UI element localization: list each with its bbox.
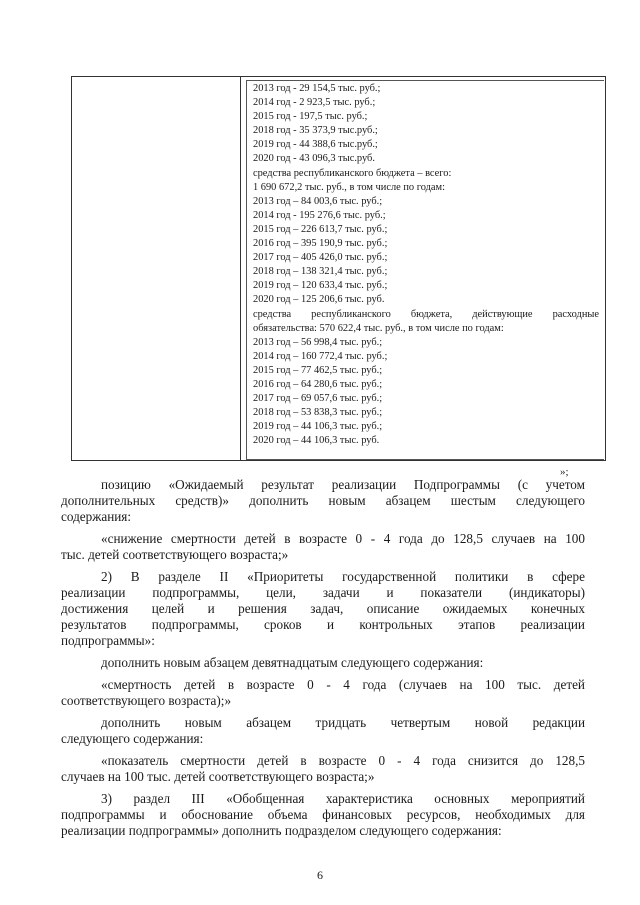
table-right-cell	[246, 80, 604, 460]
table-line: 2013 год - 29 154,5 тыс. руб.;	[253, 83, 381, 94]
paragraph	[61, 531, 585, 563]
paragraph	[61, 655, 585, 671]
paragraph	[61, 477, 585, 525]
table-line: 1 690 672,2 тыс. руб., в том числе по годам:	[253, 181, 445, 193]
body-text	[61, 477, 585, 845]
paragraph-line: дополнить новым абзацем девятнадцатым следующего содержания:	[101, 655, 484, 670]
paragraph	[61, 677, 585, 709]
paragraph	[61, 753, 585, 785]
table-line: 2018 год – 53 838,3 тыс. руб.;	[253, 407, 383, 419]
table-line: 2020 год - 43 096,3 тыс.руб.	[253, 153, 375, 165]
paragraph-line: дополнить новым абзацем тридцать четвертым новой редакции	[101, 715, 585, 730]
paragraph-line: 3) раздел III «Обобщенная характеристика основных мероприятий	[101, 791, 585, 806]
paragraph	[61, 715, 585, 747]
paragraph-line: 2) В разделе II «Приоритеты государственной политики в сфере	[101, 569, 585, 584]
paragraph-line: «снижение смертности детей в возрасте 0 - 4 года до 128,5 случаев на 100	[101, 531, 585, 546]
table-line: 2014 год - 2 923,5 тыс. руб.;	[253, 97, 376, 109]
paragraph-line: результатов подпрограммы, сроков и контрольных этапов реализации	[61, 617, 585, 632]
paragraph	[61, 791, 585, 839]
table-line: обязательства: 570 622,4 тыс. руб., в том числе по годам:	[253, 322, 504, 334]
table-line: 2013 год – 84 003,6 тыс. руб.;	[253, 195, 383, 207]
table-line: 2017 год – 69 057,6 тыс. руб.;	[253, 393, 383, 405]
paragraph-line: позицию «Ожидаемый результат реализации Подпрограммы (с учетом	[101, 477, 585, 492]
table-line: 2018 год – 138 321,4 тыс. руб.;	[253, 266, 388, 278]
table-line: 2014 год – 160 772,4 тыс. руб.;	[253, 350, 388, 362]
table-right-cell-text	[253, 82, 599, 448]
table-line: 2016 год – 64 280,6 тыс. руб.;	[253, 378, 383, 390]
paragraph-line: достижения целей и решения задач, описание ожидаемых конечных	[61, 601, 585, 616]
paragraph-line: случаев на 100 тыс. детей соответствующего возраста;»	[61, 769, 375, 784]
table-line: средства республиканского бюджета, действующие расходные	[253, 308, 599, 320]
paragraph-line: реализации подпрограммы, цели, задачи и показатели (индикаторы)	[61, 585, 585, 600]
paragraph-line: соответствующего возраста);»	[61, 693, 232, 708]
table-line: 2013 год – 56 998,4 тыс. руб.;	[253, 336, 383, 348]
paragraph-line: подпрограммы»:	[61, 633, 155, 648]
paragraph-line: следующего содержания:	[61, 731, 204, 746]
table-line: средства республиканского бюджета – всего:	[253, 167, 452, 179]
table-line: 2015 год – 77 462,5 тыс. руб.;	[253, 364, 383, 376]
paragraph-line: «смертность детей в возрасте 0 - 4 года (случаев на 100 тыс. детей	[101, 677, 585, 692]
closing-quote: »;	[560, 466, 569, 478]
table-line: 2019 год - 44 388,6 тыс.руб.;	[253, 139, 378, 151]
table-left-cell	[72, 77, 241, 460]
page-number: 6	[317, 868, 323, 882]
table-line: 2020 год – 44 106,3 тыс. руб.	[253, 435, 380, 447]
paragraph-line: дополнительных средств)» дополнить новым абзацем шестым следующего	[61, 493, 585, 508]
table-line: 2015 год – 226 613,7 тыс. руб.;	[253, 223, 388, 235]
paragraph-line: подпрограммы и обоснование объема финансовых ресурсов, необходимых для	[61, 807, 585, 822]
paragraph-line: тыс. детей соответствующего возраста;»	[61, 547, 289, 562]
paragraph-line: «показатель смертности детей в возрасте 0 - 4 года снизится до 128,5	[101, 753, 585, 768]
table-line: 2019 год – 120 633,4 тыс. руб.;	[253, 280, 388, 292]
table-line: 2018 год - 35 373,9 тыс.руб.;	[253, 125, 378, 137]
table-line: 2015 год - 197,5 тыс. руб.;	[253, 111, 368, 123]
funding-table	[71, 76, 606, 461]
paragraph-line: реализации подпрограммы» дополнить подразделом следующего содержания:	[61, 823, 502, 838]
table-line: 2019 год – 44 106,3 тыс. руб.;	[253, 421, 383, 433]
table-line: 2016 год – 395 190,9 тыс. руб.;	[253, 238, 388, 250]
paragraph	[61, 569, 585, 649]
table-line: 2020 год – 125 206,6 тыс. руб.	[253, 294, 385, 306]
table-line: 2014 год - 195 276,6 тыс. руб.;	[253, 209, 386, 221]
table-line: 2017 год – 405 426,0 тыс. руб.;	[253, 252, 388, 264]
paragraph-line: содержания:	[61, 509, 132, 524]
